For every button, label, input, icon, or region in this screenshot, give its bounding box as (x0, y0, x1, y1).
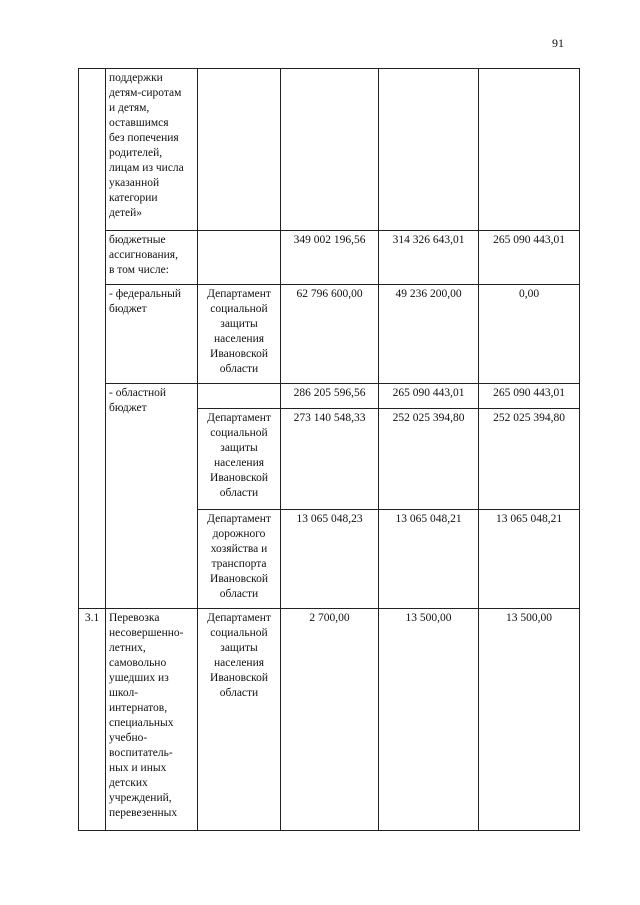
table-row (79, 609, 580, 831)
item-name-cell: бюджетные ассигнования, в том числе: (106, 231, 198, 285)
item-name-cell: - областной бюджет (106, 384, 198, 609)
page-number: 91 (552, 36, 564, 50)
value-year3-cell (479, 69, 580, 231)
value-year1-cell: 62 796 600,00 (281, 285, 379, 384)
value-year1-cell: 2 700,00 (281, 609, 379, 831)
value-year3-cell: 265 090 443,01 (479, 231, 580, 285)
executor-cell (198, 231, 281, 285)
row-number-cell (79, 69, 106, 609)
value-year3-cell: 252 025 394,80 (479, 409, 580, 510)
value-year2-cell: 252 025 394,80 (379, 409, 479, 510)
table-row (79, 69, 580, 231)
table-row (79, 231, 580, 285)
table-row (79, 285, 580, 384)
value-year2-cell: 13 500,00 (379, 609, 479, 831)
executor-cell: Департамент социальной защиты населения Ивановской области (198, 285, 281, 384)
row-number-cell: 3.1 (79, 609, 106, 831)
executor-cell (198, 69, 281, 231)
value-year3-cell: 13 065 048,21 (479, 510, 580, 609)
item-name-cell: - федеральный бюджет (106, 285, 198, 384)
value-year1-cell: 273 140 548,33 (281, 409, 379, 510)
value-year2-cell: 49 236 200,00 (379, 285, 479, 384)
item-name-cell: поддержки детям-сиротам и детям, оставшимся без попечения родителей, лицам из числа указанной категории детей» (106, 69, 198, 231)
item-name-cell: Перевозка несовершенно- летних, самовольно ушедших из школ- интернатов, специальных учебно- воспитатель- ных и иных детских учреждений, перевезенных (106, 609, 198, 831)
value-year1-cell: 349 002 196,56 (281, 231, 379, 285)
executor-cell: Департамент дорожного хозяйства и транспорта Ивановской области (198, 510, 281, 609)
value-year2-cell: 314 326 643,01 (379, 231, 479, 285)
executor-cell (198, 384, 281, 409)
budget-table (78, 68, 580, 831)
table-row (79, 384, 580, 409)
executor-cell: Департамент социальной защиты населения Ивановской области (198, 409, 281, 510)
value-year2-cell: 13 065 048,21 (379, 510, 479, 609)
value-year3-cell: 0,00 (479, 285, 580, 384)
value-year1-cell (281, 69, 379, 231)
value-year3-cell: 13 500,00 (479, 609, 580, 831)
value-year3-cell: 265 090 443,01 (479, 384, 580, 409)
value-year2-cell (379, 69, 479, 231)
executor-cell: Департамент социальной защиты населения Ивановской области (198, 609, 281, 831)
value-year2-cell: 265 090 443,01 (379, 384, 479, 409)
value-year1-cell: 13 065 048,23 (281, 510, 379, 609)
value-year1-cell: 286 205 596,56 (281, 384, 379, 409)
